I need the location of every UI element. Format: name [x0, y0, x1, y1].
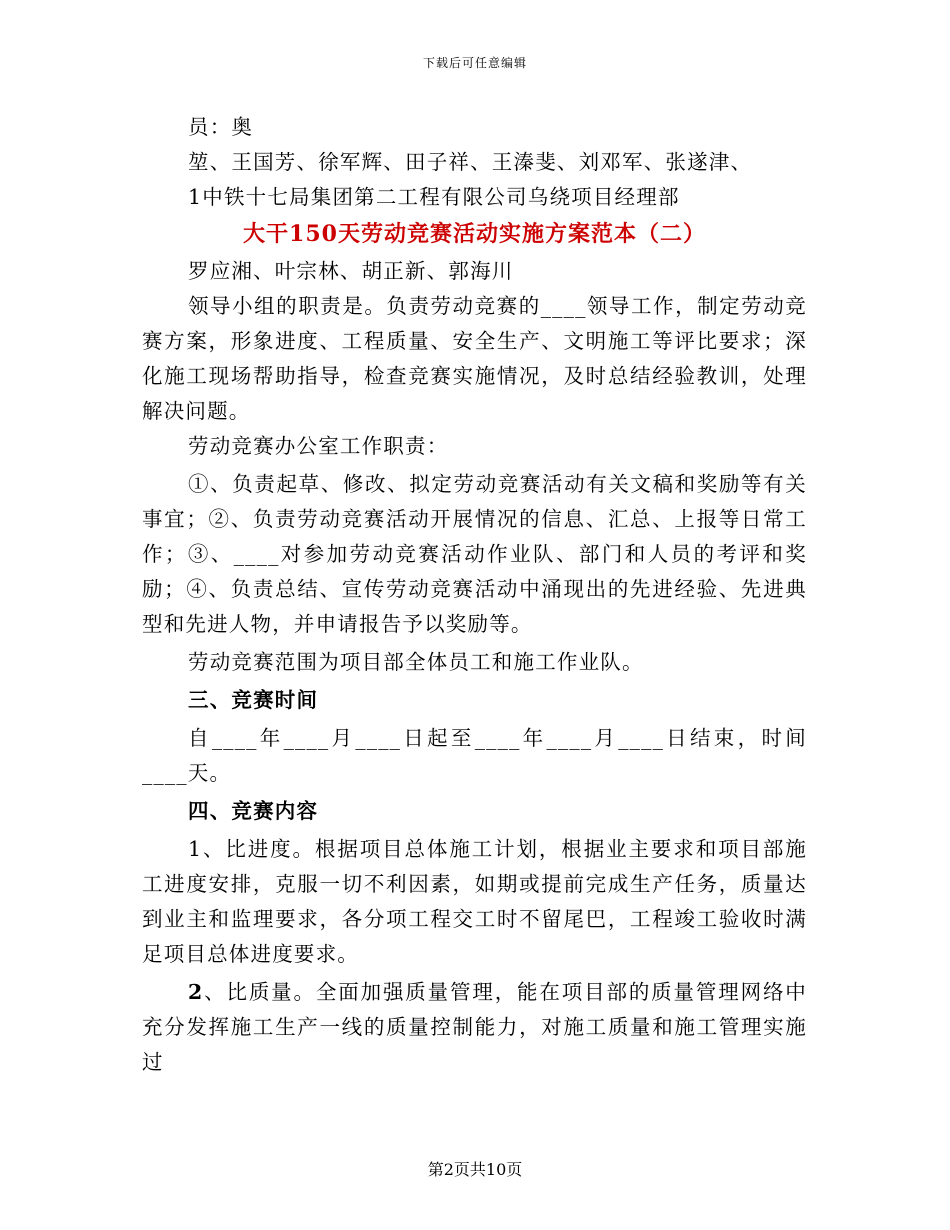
competition-time-paragraph: 自____年____月____日起至____年____月____日结束，时间____天。 — [142, 726, 807, 785]
leadership-duties-paragraph: 领导小组的职责是。负责劳动竞赛的____领导工作，制定劳动竞赛方案，形象进度、工程质量、安全生产、文明施工等评比要求；深化施工现场帮助指导，检查竞赛实施情况，及时总结经验教训，处理解决问题。 — [142, 294, 807, 423]
competition-scope-paragraph: 劳动竞赛范围为项目部全体员工和施工作业队。 — [188, 650, 644, 674]
office-duties-heading: 劳动竞赛办公室工作职责： — [188, 434, 449, 458]
office-duties-paragraph: ①、负责起草、修改、拟定劳动竞赛活动有关文稿和奖励等有关事宜；②、负责劳动竞赛活动开展情况的信息、汇总、上报等日常工作；③、____对参加劳动竞赛活动作业队、部门和人员的考评和奖励；④、负责总结、宣传劳动竞赛活动中涌现出的先进经验、先进典型和先进人物，并申请报告予以奖励等。 — [142, 472, 807, 636]
page-header: 下载后可任意编辑 — [422, 56, 527, 70]
quality-item-number: 2 — [188, 980, 204, 1004]
document-title: 大干150天劳动竞赛活动实施方案范本（二） — [243, 221, 706, 247]
progress-paragraph: 1、比进度。根据项目总体施工计划，根据业主要求和项目部施工进度安排，克服一切不利因素，如期或提前完成生产任务，质量达到业主和监理要求，各分项工程交工时不留尾巴，工程竣工验收时满足项目总体进度要求。 — [142, 837, 807, 966]
member-line-1: 员：奥 — [188, 115, 254, 139]
section-heading-time: 三、竞赛时间 — [188, 688, 319, 712]
quality-paragraph-text: 、比质量。全面加强质量管理，能在项目部的质量管理网络中充分发挥施工生产一线的质量控制能力，对施工质量和施工管理实施过 — [142, 980, 807, 1074]
member-line-3: 罗应湘、叶宗林、胡正新、郭海川 — [188, 259, 514, 283]
org-line: 1中铁十七局集团第二工程有限公司乌绕项目经理部 — [188, 185, 680, 209]
section-heading-content: 四、竞赛内容 — [188, 799, 319, 823]
document-body — [142, 110, 807, 1080]
member-line-2: 堃、王国芳、徐军辉、田子祥、王溱斐、刘邓军、张遂津、 — [188, 150, 753, 174]
page-footer: 第2页共10页 — [427, 1160, 523, 1179]
quality-paragraph — [142, 975, 807, 1080]
